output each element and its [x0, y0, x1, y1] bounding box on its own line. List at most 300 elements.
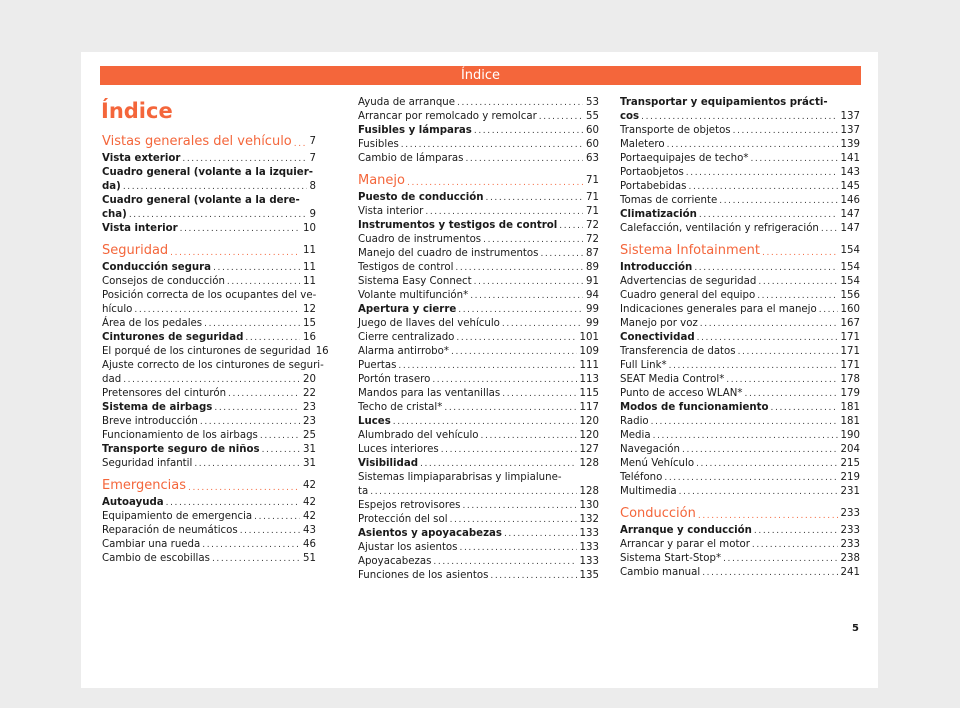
toc-entry-label: Cuadro de instrumentos	[358, 234, 482, 245]
toc-page-number: 147	[840, 223, 860, 234]
toc-page-number: 241	[840, 567, 860, 578]
toc-entry-label: Testigos de control	[358, 262, 454, 273]
toc-entry-label: Cambio de escobillas	[102, 553, 210, 564]
dot-leader	[202, 539, 300, 552]
toc-entry[interactable]	[620, 124, 860, 138]
toc-page-number: 16	[303, 332, 316, 343]
toc-entry[interactable]	[358, 429, 599, 443]
dot-leader	[669, 360, 838, 373]
toc-page-number: 99	[586, 304, 599, 315]
toc-page-number: 146	[840, 195, 860, 206]
toc-entry[interactable]	[358, 138, 599, 152]
toc-entry-label: dad	[102, 374, 122, 385]
dot-leader	[483, 234, 583, 247]
toc-page-number: 115	[579, 388, 599, 399]
toc-entry-line: Posición correcta de los ocupantes del ve-	[102, 290, 317, 301]
toc-page-number: 72	[586, 234, 599, 245]
toc-entry[interactable]	[358, 457, 599, 471]
toc-entry-label: Protección del sol	[358, 514, 448, 525]
dot-leader	[689, 181, 838, 194]
dot-leader	[134, 304, 300, 317]
toc-entry[interactable]	[102, 222, 316, 236]
toc-entry[interactable]	[620, 166, 860, 180]
dot-leader	[738, 346, 838, 359]
dot-leader	[245, 332, 300, 345]
toc-page-number: 25	[303, 430, 316, 441]
toc-page-number: 51	[303, 553, 316, 564]
toc-entry[interactable]	[358, 373, 599, 387]
toc-page-number: 233	[840, 508, 860, 519]
toc-entry-label: Introducción	[620, 262, 693, 273]
toc-page-number: 128	[579, 458, 599, 469]
toc-entry-label: Espejos retrovisores	[358, 500, 461, 511]
toc-entry-label: Portaequipajes de techo*	[620, 153, 749, 164]
toc-entry[interactable]	[102, 496, 316, 510]
toc-entry[interactable]	[620, 331, 860, 345]
dot-leader	[465, 153, 583, 166]
toc-entry-label: Teléfono	[620, 472, 663, 483]
toc-entry[interactable]	[620, 289, 860, 303]
toc-page-number: 137	[840, 125, 860, 136]
toc-entry[interactable]	[358, 289, 599, 303]
dot-leader	[502, 388, 576, 401]
toc-entry[interactable]	[620, 485, 860, 499]
dot-leader	[697, 332, 838, 345]
toc-entry[interactable]	[620, 415, 860, 429]
dot-leader	[486, 192, 584, 205]
toc-entry[interactable]	[358, 387, 599, 401]
toc-page-number: 94	[586, 290, 599, 301]
toc-entry[interactable]	[620, 180, 860, 194]
toc-entry[interactable]	[102, 331, 316, 345]
toc-page-number: 60	[586, 139, 599, 150]
toc-entry-label: Transferencia de datos	[620, 346, 736, 357]
toc-entry-label: Funcionamiento de los airbags	[102, 430, 258, 441]
dot-leader	[694, 262, 837, 275]
dot-leader	[667, 139, 838, 152]
dot-leader	[771, 402, 838, 415]
toc-entry-label: Cambio de lámparas	[358, 153, 464, 164]
toc-page-number: 132	[579, 514, 599, 525]
toc-entry[interactable]	[358, 303, 599, 317]
toc-page-number: 63	[586, 153, 599, 164]
dot-leader	[398, 360, 576, 373]
toc-entry[interactable]	[358, 191, 599, 205]
toc-entry-label: Consejos de conducción	[102, 276, 225, 287]
toc-entry[interactable]	[620, 208, 860, 222]
toc-page-number: 147	[840, 209, 860, 220]
toc-entry[interactable]	[102, 208, 316, 222]
toc-entry[interactable]	[620, 443, 860, 457]
toc-entry[interactable]	[620, 471, 860, 485]
toc-page-number: 10	[303, 223, 316, 234]
toc-entry-label: Emergencias	[102, 478, 186, 493]
dot-leader	[696, 458, 837, 471]
toc-page-number: 160	[840, 304, 860, 315]
toc-page-number: 113	[579, 374, 599, 385]
toc-entry-label: Cambiar una rueda	[102, 539, 201, 550]
dot-leader	[819, 304, 838, 317]
toc-entry-label: Puesto de conducción	[358, 192, 484, 203]
dot-leader	[123, 374, 300, 387]
toc-page-number: 91	[586, 276, 599, 287]
dot-leader	[420, 458, 577, 471]
dot-leader	[227, 276, 300, 289]
dot-leader	[457, 97, 583, 110]
dot-leader	[182, 153, 306, 166]
toc-entry-label: Reparación de neumáticos	[102, 525, 238, 536]
toc-entry[interactable]	[102, 538, 316, 552]
toc-entry[interactable]	[620, 138, 860, 152]
toc-entry[interactable]	[620, 110, 860, 124]
toc-entry-label: Seguridad infantil	[102, 458, 193, 469]
toc-page-number: 233	[840, 539, 860, 550]
toc-page-number: 11	[303, 245, 316, 256]
toc-page-number: 23	[303, 402, 316, 413]
toc-entry[interactable]	[102, 387, 316, 401]
dot-leader	[260, 430, 300, 443]
toc-entry[interactable]	[620, 303, 860, 317]
toc-entry[interactable]	[620, 524, 860, 538]
toc-entry[interactable]	[358, 485, 599, 499]
dot-leader	[470, 290, 583, 303]
toc-page-number: 7	[309, 136, 316, 147]
toc-entry-label: Climatización	[620, 209, 697, 220]
toc-entry-label: Sistema Infotainment	[620, 243, 761, 258]
toc-entry[interactable]	[358, 110, 599, 124]
toc-entry[interactable]	[358, 527, 599, 541]
toc-entry-label: Fusibles y lámparas	[358, 125, 472, 136]
toc-entry[interactable]	[620, 401, 860, 415]
dot-leader	[456, 332, 576, 345]
toc-entry-label: Radio	[620, 416, 649, 427]
toc-entry-label: Vistas generales del vehículo	[102, 134, 292, 149]
toc-page-number: 171	[840, 360, 860, 371]
toc-page-number: 71	[586, 175, 599, 186]
toc-entry-label: Vista exterior	[102, 153, 181, 164]
dot-leader	[401, 139, 583, 152]
dot-leader	[262, 444, 300, 457]
toc-entry[interactable]	[358, 569, 599, 583]
dot-leader	[699, 209, 838, 222]
toc-page-number: 12	[303, 304, 316, 315]
dot-leader	[750, 153, 837, 166]
toc-entry[interactable]	[102, 180, 316, 194]
dot-leader	[490, 570, 576, 583]
toc-page-number: 133	[579, 542, 599, 553]
toc-entry[interactable]	[102, 275, 316, 289]
toc-entry-label: Ajustar los asientos	[358, 542, 458, 553]
dot-leader	[180, 223, 300, 236]
toc-page-number: 181	[840, 416, 860, 427]
toc-entry[interactable]	[358, 359, 599, 373]
dot-leader	[213, 262, 300, 275]
toc-entry[interactable]	[358, 152, 599, 166]
toc-entry-line: Transportar y equipamientos prácti-	[620, 97, 828, 108]
toc-entry[interactable]	[102, 261, 316, 275]
toc-entry-line: Ajuste correcto de los cinturones de seguri-	[102, 360, 324, 371]
dot-leader	[407, 177, 583, 190]
dot-leader	[188, 482, 300, 495]
toc-entry[interactable]	[358, 205, 599, 219]
toc-entry-label: Breve introducción	[102, 416, 198, 427]
toc-entry-label: Autoayuda	[102, 497, 164, 508]
toc-section-heading[interactable]	[358, 172, 599, 190]
toc-entry-label: Luces	[358, 416, 391, 427]
toc-entry[interactable]	[102, 373, 316, 387]
toc-entry[interactable]	[620, 566, 860, 580]
toc-entry[interactable]	[102, 429, 316, 443]
toc-entry-label: Volante multifunción*	[358, 290, 469, 301]
toc-entry[interactable]	[102, 401, 316, 415]
toc-page-number: 22	[303, 388, 316, 399]
dot-leader	[123, 181, 307, 194]
toc-page-number: 130	[579, 500, 599, 511]
toc-entry[interactable]	[620, 429, 860, 443]
toc-entry[interactable]	[620, 373, 860, 387]
toc-entry-label: El porqué de los cinturones de seguridad	[102, 346, 311, 357]
toc-entry-label: Puertas	[358, 360, 397, 371]
toc-entry[interactable]	[358, 541, 599, 555]
toc-section-heading[interactable]	[102, 133, 316, 151]
toc-page-number: 31	[303, 458, 316, 469]
toc-page-number: 72	[586, 220, 599, 231]
toc-page-number: 178	[840, 374, 860, 385]
toc-entry[interactable]	[620, 552, 860, 566]
toc-entry-label: Luces interiores	[358, 444, 439, 455]
dot-leader	[758, 276, 837, 289]
toc-page-number: 127	[579, 444, 599, 455]
dot-leader	[723, 553, 837, 566]
toc-entry-label: Punto de acceso WLAN*	[620, 388, 743, 399]
toc-page-number: 190	[840, 430, 860, 441]
dot-leader	[433, 556, 576, 569]
toc-section-heading[interactable]	[620, 505, 860, 523]
dot-leader	[539, 111, 583, 124]
toc-entry-label: Portón trasero	[358, 374, 431, 385]
toc-page-number: 219	[840, 472, 860, 483]
toc-page-number: 139	[840, 139, 860, 150]
toc-entry-label: Conducción	[620, 506, 696, 521]
toc-entry[interactable]	[620, 359, 860, 373]
dot-leader	[370, 486, 576, 499]
toc-entry[interactable]	[620, 538, 860, 552]
toc-page-number: 181	[840, 402, 860, 413]
dot-leader	[170, 247, 300, 260]
dot-leader	[451, 346, 577, 359]
toc-section-heading[interactable]	[102, 242, 316, 260]
toc-entry[interactable]	[358, 247, 599, 261]
toc-section-heading[interactable]	[102, 477, 316, 495]
toc-entry-label: Cambio manual	[620, 567, 701, 578]
toc-entry-line: Cuadro general (volante a la dere-	[102, 195, 300, 206]
toc-entry-label: Portaobjetos	[620, 167, 684, 178]
dot-leader	[455, 262, 583, 275]
toc-entry[interactable]	[102, 510, 316, 524]
toc-page-number: 42	[303, 480, 316, 491]
dot-leader	[559, 220, 583, 233]
toc-page-number: 145	[840, 181, 860, 192]
dot-leader	[450, 514, 577, 527]
toc-entry[interactable]	[358, 443, 599, 457]
toc-entry-label: Juego de llaves del vehículo	[358, 318, 500, 329]
toc-entry[interactable]	[620, 317, 860, 331]
toc-page-number: 167	[840, 318, 860, 329]
toc-entry[interactable]	[358, 555, 599, 569]
toc-entry[interactable]	[358, 261, 599, 275]
toc-page-number: 43	[303, 525, 316, 536]
dot-leader	[744, 388, 837, 401]
toc-page-number: 156	[840, 290, 860, 301]
toc-entry-label: Instrumentos y testigos de control	[358, 220, 558, 231]
toc-entry-label: Manejo del cuadro de instrumentos	[358, 248, 539, 259]
toc-entry[interactable]	[102, 317, 316, 331]
toc-entry[interactable]	[102, 345, 329, 359]
toc-page-number: 135	[579, 570, 599, 581]
dot-leader	[726, 374, 837, 387]
dot-leader	[432, 374, 576, 387]
toc-page-number: 55	[586, 111, 599, 122]
toc-entry-label: Fusibles	[358, 139, 399, 150]
toc-page-number: 128	[579, 486, 599, 497]
dot-leader	[733, 125, 838, 138]
toc-page-number: 46	[303, 539, 316, 550]
toc-entry-label: Techo de cristal*	[358, 402, 443, 413]
toc-entry[interactable]	[358, 219, 599, 233]
toc-entry-label: Manejo por voz	[620, 318, 698, 329]
toc-page-number: 42	[303, 511, 316, 522]
toc-page-number: 11	[303, 276, 316, 287]
toc-entry-label: Indicaciones generales para el manejo	[620, 304, 817, 315]
toc-page-number: 8	[309, 181, 316, 192]
toc-entry[interactable]	[358, 96, 599, 110]
toc-entry[interactable]	[358, 513, 599, 527]
dot-leader	[393, 416, 577, 429]
toc-entry[interactable]	[620, 387, 860, 401]
dot-leader	[719, 195, 837, 208]
toc-entry[interactable]	[102, 303, 316, 317]
toc-entry-label: Apertura y cierre	[358, 304, 457, 315]
toc-page-number: 16	[315, 346, 329, 357]
toc-entry[interactable]	[102, 457, 316, 471]
toc-entry[interactable]	[358, 401, 599, 415]
toc-entry-label: Alarma antirrobo*	[358, 346, 449, 357]
toc-entry[interactable]	[358, 345, 599, 359]
dot-leader	[651, 416, 838, 429]
toc-entry[interactable]	[620, 457, 860, 471]
dot-leader	[294, 138, 307, 151]
toc-entry[interactable]	[620, 194, 860, 208]
toc-entry[interactable]	[358, 124, 599, 138]
toc-entry[interactable]	[102, 552, 316, 566]
toc-page-number: 137	[840, 111, 860, 122]
toc-page-number: 120	[579, 430, 599, 441]
toc-entry-label: Seguridad	[102, 243, 169, 258]
toc-page-number: 23	[303, 416, 316, 427]
toc-page-number: 101	[579, 332, 599, 343]
toc-entry-label: Mandos para las ventanillas	[358, 388, 501, 399]
toc-entry[interactable]	[358, 275, 599, 289]
toc-entry[interactable]	[620, 222, 860, 236]
dot-leader	[686, 167, 838, 180]
toc-entry-label: Menú Vehículo	[620, 458, 695, 469]
toc-page-number: 215	[840, 458, 860, 469]
toc-entry-label: Multimedia	[620, 486, 677, 497]
toc-page-number: 171	[840, 346, 860, 357]
toc-page-number: 117	[579, 402, 599, 413]
dot-leader	[821, 223, 838, 236]
toc-entry-label: Sistema Start-Stop*	[620, 553, 722, 564]
dot-leader	[679, 486, 838, 499]
toc-entry-label: Asientos y apoyacabezas	[358, 528, 502, 539]
dot-leader	[754, 525, 838, 538]
dot-leader	[682, 444, 838, 457]
toc-entry-label: Cuadro general del equipo	[620, 290, 756, 301]
toc-entry[interactable]	[620, 261, 860, 275]
dot-leader	[702, 567, 837, 580]
toc-entry[interactable]	[102, 152, 316, 166]
toc-section-heading[interactable]	[620, 242, 860, 260]
toc-entry-label: Navegación	[620, 444, 680, 455]
toc-entry[interactable]	[102, 524, 316, 538]
toc-entry-label: Modos de funcionamiento	[620, 402, 769, 413]
toc-entry-label: Vista interior	[358, 206, 424, 217]
toc-entry-label: Cierre centralizado	[358, 332, 455, 343]
toc-page-number: 15	[303, 318, 316, 329]
toc-entry-line: Cuadro general (volante a la izquier-	[102, 167, 313, 178]
toc-entry-label: Visibilidad	[358, 458, 418, 469]
dot-leader	[458, 304, 583, 317]
toc-entry[interactable]	[102, 415, 316, 429]
toc-entry[interactable]	[620, 275, 860, 289]
toc-entry-label: cos	[620, 111, 640, 122]
toc-page-number: 11	[303, 262, 316, 273]
toc-entry-label: Transporte de objetos	[620, 125, 731, 136]
dot-leader	[474, 276, 583, 289]
toc-entry-label: SEAT Media Control*	[620, 374, 725, 385]
toc-entry[interactable]	[358, 415, 599, 429]
dot-leader	[459, 542, 576, 555]
dot-leader	[752, 539, 838, 552]
toc-entry[interactable]	[620, 152, 860, 166]
toc-entry[interactable]	[102, 443, 316, 457]
toc-entry-label: Apoyacabezas	[358, 556, 432, 567]
toc-entry[interactable]	[620, 345, 860, 359]
dot-leader	[166, 497, 300, 510]
dot-leader	[129, 209, 307, 222]
toc-entry-label: Vista interior	[102, 223, 178, 234]
toc-entry[interactable]	[358, 331, 599, 345]
toc-entry[interactable]	[358, 499, 599, 513]
page-header: Índice	[100, 66, 861, 85]
toc-page-number: 71	[586, 192, 599, 203]
toc-entry-label: Alumbrado del vehículo	[358, 430, 479, 441]
toc-entry-label: da)	[102, 181, 121, 192]
dot-leader	[504, 528, 577, 541]
toc-entry-label: Pretensores del cinturón	[102, 388, 227, 399]
toc-page-number: 141	[840, 153, 860, 164]
dot-leader	[254, 511, 300, 524]
toc-entry[interactable]	[358, 317, 599, 331]
toc-entry-label: Arranque y conducción	[620, 525, 752, 536]
toc-page-number: 154	[840, 262, 860, 273]
toc-page-number: 99	[586, 318, 599, 329]
toc-entry[interactable]	[358, 233, 599, 247]
toc-entry-label: Maletero	[620, 139, 665, 150]
toc-page-number: 20	[303, 374, 316, 385]
toc-page-number: 120	[579, 416, 599, 427]
toc-page-number: 179	[840, 388, 860, 399]
